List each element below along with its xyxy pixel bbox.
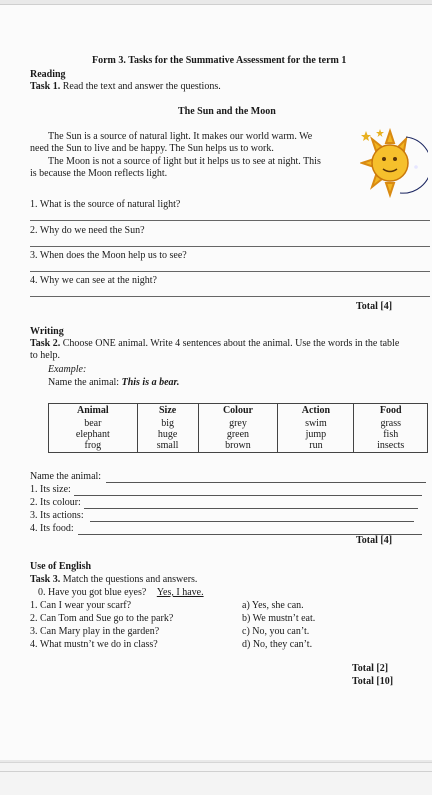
- task1-label: Task 1.: [30, 81, 61, 92]
- fill-line-size[interactable]: [74, 495, 422, 496]
- grand-total: Total [10]: [352, 676, 394, 687]
- task3-text: Match the questions and answers.: [62, 574, 198, 585]
- cell-word: swim: [305, 418, 327, 429]
- bottom-margin: [0, 762, 432, 795]
- prompt-size: 1. Its size:: [30, 484, 71, 495]
- example-label: Example:: [48, 364, 87, 375]
- task2-instruction: [30, 338, 399, 350]
- table-cell: [198, 417, 278, 453]
- task2-text: Choose ONE animal. Write 4 sentences about the animal. Use the words in the table: [62, 338, 400, 349]
- match-question-3: 3. Can Mary play in the garden?: [30, 626, 160, 637]
- table-header: Colour: [198, 404, 278, 418]
- answer-line-4[interactable]: [30, 296, 430, 297]
- prompt-food: 4. Its food:: [30, 523, 74, 534]
- section-use-of-english: Use of English: [30, 561, 92, 572]
- fill-line-colour[interactable]: [84, 508, 418, 509]
- reading-question-1: 1. What is the source of natural light?: [30, 199, 181, 210]
- example-line: [48, 377, 179, 389]
- match-answer-b: b) We mustn’t eat.: [242, 613, 316, 624]
- cell-word: grey: [229, 418, 247, 429]
- sun-moon-illustration: [360, 127, 428, 199]
- answer-line-1[interactable]: [30, 220, 430, 221]
- task3-label: Task 3.: [30, 574, 61, 585]
- fill-line-actions[interactable]: [90, 521, 414, 522]
- fill-line-name[interactable]: [106, 482, 426, 483]
- table-header: Size: [137, 404, 198, 418]
- example-value: This is a bear.: [121, 377, 180, 388]
- section-writing: Writing: [30, 326, 64, 337]
- cell-word: big: [161, 418, 174, 429]
- worksheet-page: [0, 4, 432, 760]
- table-header: Action: [278, 404, 354, 418]
- task1-instruction: [30, 81, 221, 93]
- example-prefix: Name the animal:: [48, 377, 122, 388]
- table-cell: [278, 417, 354, 453]
- match-question-4: 4. What mustn’t we do in class?: [30, 639, 158, 650]
- example-answer: Yes, I have.: [156, 587, 204, 598]
- paragraph-line-3: The Moon is not a source of light but it helps us to see at night. This: [48, 156, 321, 167]
- cell-word: jump: [305, 429, 327, 440]
- table-cell: [49, 417, 138, 453]
- answer-line-3[interactable]: [30, 271, 430, 272]
- reading-question-4: 4. Why we can see at the night?: [30, 275, 157, 286]
- cell-word: bear: [84, 418, 102, 429]
- paragraph-line-2: need the Sun to live and be happy. The Sun helps us to work.: [30, 143, 274, 154]
- cell-word: green: [226, 429, 250, 440]
- paragraph-line-1: The Sun is a source of natural light. It makes our world warm. We: [48, 131, 313, 142]
- reading-question-3: 3. When does the Moon help us to see?: [30, 250, 187, 261]
- reading-question-2: 2. Why do we need the Sun?: [30, 225, 145, 236]
- task2-text-line2: to help.: [30, 350, 60, 361]
- english-total: Total [2]: [352, 663, 389, 674]
- cell-word: insects: [377, 440, 405, 451]
- match-question-2: 2. Can Tom and Sue go to the park?: [30, 613, 174, 624]
- cell-word: grass: [380, 418, 401, 429]
- answer-line-2[interactable]: [30, 246, 430, 247]
- match-answer-d: d) No, they can’t.: [242, 639, 313, 650]
- example-question-row: [38, 587, 204, 599]
- prompt-name-animal: Name the animal:: [30, 471, 102, 482]
- cell-word: frog: [84, 440, 102, 451]
- paragraph-line-4: is because the Moon reflects light.: [30, 168, 168, 179]
- table-header-row: [49, 404, 428, 418]
- cell-word: elephant: [75, 429, 110, 440]
- page-title: Form 3. Tasks for the Summative Assessment for the term 1: [92, 55, 347, 66]
- cell-word: brown: [225, 440, 251, 451]
- cell-word: run: [309, 440, 323, 451]
- table-cell: [354, 417, 428, 453]
- table-header: Food: [354, 404, 428, 418]
- task1-text: Read the text and answer the questions.: [62, 81, 221, 92]
- table-cell: [137, 417, 198, 453]
- task3-instruction: [30, 574, 197, 586]
- animal-words-table: [48, 403, 428, 453]
- text-title: The Sun and the Moon: [178, 106, 276, 117]
- sun-icon: [362, 131, 408, 195]
- writing-total: Total [4]: [356, 535, 393, 546]
- prompt-colour: 2. Its colour:: [30, 497, 81, 508]
- match-answer-c: c) No, you can’t.: [242, 626, 310, 637]
- section-reading: Reading: [30, 69, 66, 80]
- cell-word: huge: [157, 429, 178, 440]
- task2-label: Task 2.: [30, 338, 61, 349]
- cell-word: small: [156, 440, 179, 451]
- prompt-actions: 3. Its actions:: [30, 510, 84, 521]
- reading-total: Total [4]: [356, 301, 393, 312]
- cell-word: fish: [383, 429, 399, 440]
- table-row: [49, 417, 428, 453]
- match-question-1: 1. Can I wear your scarf?: [30, 600, 132, 611]
- match-answer-a: a) Yes, she can.: [242, 600, 304, 611]
- table-header: Animal: [49, 404, 138, 418]
- example-question: 0. Have you got blue eyes?: [38, 587, 147, 598]
